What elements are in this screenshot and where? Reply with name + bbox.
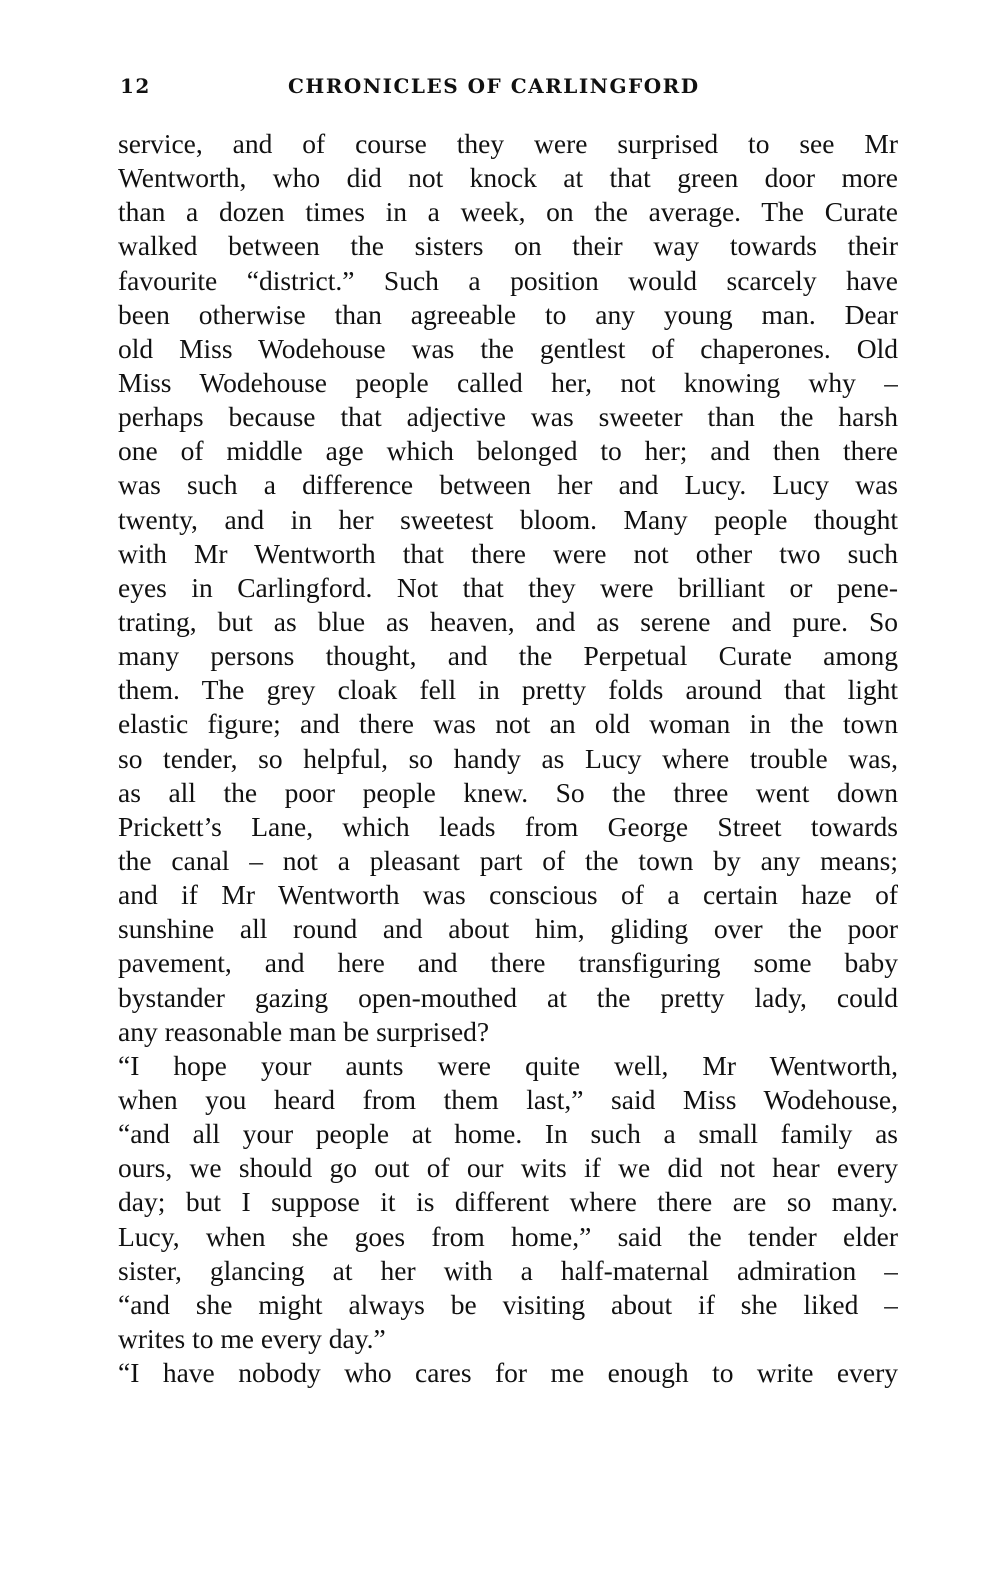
running-title: CHRONICLES OF CARLINGFORD <box>288 74 700 98</box>
text-line: as all the poor people knew. So the three went down <box>118 776 898 808</box>
text-line: any reasonable man be surprised? <box>118 1015 490 1047</box>
text-line: Prickett’s Lane, which leads from George Street towards <box>118 810 898 842</box>
page-number: 12 <box>120 74 151 98</box>
text-line: Miss Wodehouse people called her, not knowing why – <box>118 366 898 398</box>
text-line: bystander gazing open-mouthed at the pretty lady, could <box>118 981 898 1013</box>
text-line: Lucy, when she goes from home,” said the tender elder <box>118 1220 898 1252</box>
text-line: service, and of course they were surprised to see Mr <box>118 128 898 159</box>
text-line: “I have nobody who cares for me enough to write every <box>118 1357 898 1389</box>
text-line: sister, glancing at her with a half-maternal admiration – <box>118 1254 898 1286</box>
text-line: elastic figure; and there was not an old woman in the town <box>118 708 898 740</box>
text-line: many persons thought, and the Perpetual Curate among <box>118 640 898 672</box>
text-line: perhaps because that adjective was sweeter than the harsh <box>118 401 898 433</box>
text-line: sunshine all round and about him, gliding over the poor <box>118 913 898 945</box>
text-line: one of middle age which belonged to her; and then there <box>118 435 898 467</box>
text-line: the canal – not a pleasant part of the town by any means; <box>118 844 898 876</box>
text-line: ours, we should go out of our wits if we did not hear every <box>118 1152 898 1184</box>
paragraph <box>118 1049 898 1356</box>
text-line: writes to me every day.” <box>118 1322 386 1354</box>
text-line: when you heard from them last,” said Miss Wodehouse, <box>118 1083 898 1115</box>
text-line: been otherwise than agreeable to any young man. Dear <box>118 298 898 330</box>
paragraph <box>118 127 898 1049</box>
text-line: old Miss Wodehouse was the gentlest of chaperones. Old <box>118 332 898 364</box>
text-line: so tender, so helpful, so handy as Lucy where trouble was, <box>118 742 898 774</box>
text-line: trating, but as blue as heaven, and as serene and pure. So <box>118 605 898 637</box>
text-line: them. The grey cloak fell in pretty folds around that light <box>118 674 898 706</box>
text-line: with Mr Wentworth that there were not other two such <box>118 537 898 569</box>
text-line: “I hope your aunts were quite well, Mr Wentworth, <box>118 1049 898 1081</box>
text-line: than a dozen times in a week, on the average. The Curate <box>118 196 898 228</box>
page-header <box>120 74 900 104</box>
text-line: “and all your people at home. In such a small family as <box>118 1118 898 1150</box>
text-line: pavement, and here and there transfiguring some baby <box>118 947 898 979</box>
text-line: walked between the sisters on their way towards their <box>118 230 898 262</box>
text-line: day; but I suppose it is different where there are so many. <box>118 1186 898 1218</box>
text-line: “and she might always be visiting about if she liked – <box>118 1288 898 1320</box>
text-line: and if Mr Wentworth was conscious of a certain haze of <box>118 879 898 911</box>
text-line: twenty, and in her sweetest bloom. Many people thought <box>118 503 898 535</box>
text-line: favourite “district.” Such a position would scarcely have <box>118 264 898 296</box>
text-line: Wentworth, who did not knock at that green door more <box>118 162 898 194</box>
text-line: was such a difference between her and Lucy. Lucy was <box>118 469 898 501</box>
paragraph <box>118 1356 898 1390</box>
text-line: eyes in Carlingford. Not that they were brilliant or pene- <box>118 571 898 603</box>
body-text <box>118 127 898 1390</box>
